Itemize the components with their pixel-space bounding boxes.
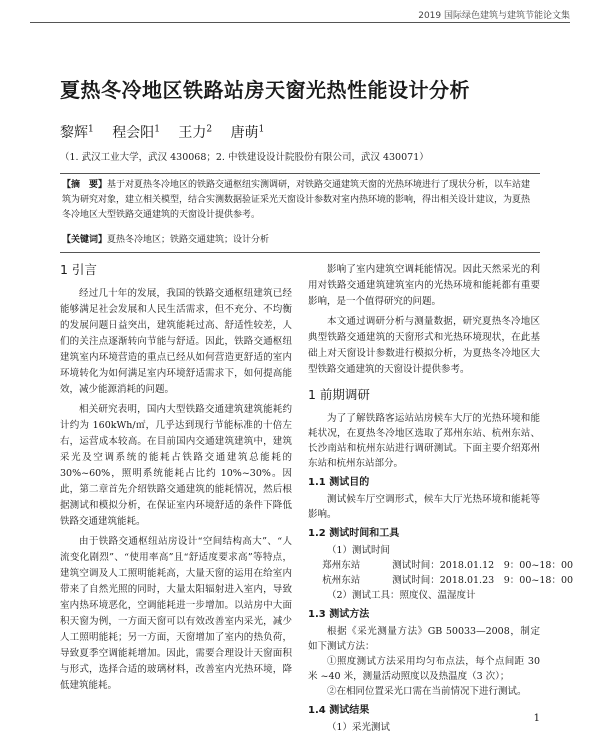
record-row: 杭州东站 测试时间：2018.01.23 9：00~18：00 [322, 575, 574, 586]
author-list [60, 122, 278, 142]
list-item: ②在相同位置采光口需在当前情况下进行测试。 [327, 686, 527, 697]
keywords-label: 【关键词】 [62, 235, 108, 245]
list-item: （1）采光测试 [327, 722, 391, 733]
affiliation: （1. 武汉工业大学，武汉 430068；2. 中铁建设设计院股份有限公司，武汉 430071） [60, 152, 429, 163]
author: 王力$^2$ [178, 124, 213, 141]
record-row: 郑州东站 测试时间：2018.01.12 9：00~18：00 [322, 560, 574, 571]
author: 唐萌$^1$ [230, 124, 265, 141]
subsection-heading: 1.2 测试时间和工具 [308, 528, 400, 539]
paragraph: 影响了室内建筑空调耗能情况。因此天然采光的利用对铁路交通建筑建筑室内的光热环境和能耗都有重要影响，是一个值得研究的问题。 [308, 264, 540, 307]
paragraph: 测试候车厅空调形式，候车大厅光热环境和能耗等影响。 [308, 494, 540, 520]
header-rule [30, 22, 570, 23]
right-column [308, 262, 574, 734]
paragraph: 经过几十年的发展，我国的铁路交通枢纽建筑已经能够满足社会发展和人民生活需求，但不充分、不均衡的发展问题日益突出，建筑能耗过高、舒适性较差，人们的关注点逐渐转向节能与舒适。因此，铁路交通枢纽建筑室内环境营造的重点已经从如何营造更舒适的室内环境转化为如何满足室内环境舒适需求下，如何提高能效，减少能源消耗的问题。 [60, 288, 292, 395]
section-heading: 1 前期调研 [308, 387, 370, 402]
paragraph: 由于铁路交通枢纽站房设计“空间结构高大”、“人流变化剧烈”、“使用率高”且“舒适度要求高”等特点，建筑空调及人工照明能耗高，大量天窗的运用在给室内带来了自然光照的同时，大量太阳辐射进入室内，导致室内热环境恶化，空调能耗进一步增加。以站房中大面积天窗为例，一方面天窗可以有效改善室内采光，减少人工照明能耗；另一方面，天窗增加了室内的热负荷，导致夏季空调能耗增加。因此，需要合理设计天窗面积与形式，选择合适的玻璃材料，改善室内光热环境，降低建筑能耗。 [60, 536, 292, 691]
abstract [62, 178, 538, 223]
subsection-heading: 1.3 测试方法 [308, 609, 370, 620]
running-head: 2019 国际绿色建筑与建筑节能论文集 [418, 11, 570, 21]
left-column [60, 262, 292, 694]
list-item: （1）测试时间 [327, 545, 391, 556]
paragraph: 本文通过调研分析与测量数据，研究夏热冬冷地区典型铁路交通建筑的天窗形式和光热环境现状，在此基础上对天窗设计参数进行模拟分析，为夏热冬冷地区大型铁路交通建筑的天窗设计提供参考。 [308, 316, 540, 375]
section-heading: 1 引言 [60, 262, 97, 277]
paragraph: 相关研究表明，国内大型铁路交通建筑建筑能耗约计约为 160kWh/㎡，几乎达到现行节能标准的十倍左右，运营成本较高。在目前国内交通建筑建筑中，建筑采光及空调系统的能耗占铁路交通建筑总能耗的 30%~60%，照明系统能耗占比约 10%~30%。因此，第二章首先介绍铁路交通建筑的能耗情况，然后根据测试和模拟分析，在保证室内环境舒适的条件下降低铁路交通建筑能耗。 [60, 404, 292, 527]
abstract-text: 基于对夏热冬冷地区的铁路交通枢纽实测调研，对铁路交通建筑天窗的光热环境进行了现状分析，以车站建筑为研究对象，建立相关模型，结合实测数据验证采光天窗设计参数对室内热环境的影响，得出相关设计建议，为夏热冬冷地区大型铁路交通建筑的天窗设计提供参考。 [62, 180, 531, 220]
page-number: 1 [533, 713, 540, 724]
subsection-heading: 1.4 测试结果 [308, 705, 370, 716]
list-item: ①照度测试方法采用均匀布点法，每个点间距 30 米 ~40 米，测量活动照度以及热温度（3 次）； [308, 656, 540, 682]
keywords [62, 233, 538, 248]
list-item: （2）测试工具：照度仪、温湿度计 [327, 590, 476, 601]
paper-title: 夏热冬冷地区铁路站房天窗光热性能设计分析 [60, 78, 470, 102]
paragraph: 根据《采光测量方法》GB 50033—2008，制定如下测试方法： [308, 626, 540, 652]
abstract-rule-top [60, 173, 540, 174]
author: 程会阳$^1$ [112, 124, 160, 141]
keywords-text: 夏热冬冷地区；铁路交通建筑；设计分析 [107, 235, 270, 245]
abstract-label: 【摘 要】 [62, 180, 108, 190]
paragraph: 为了了解铁路客运站站房候车大厅的光热环境和能耗状况，在夏热冬冷地区选取了郑州东站、杭州东站、长沙南站和杭州东站进行调研测试。下面主要介绍郑州东站和杭州东站部分。 [308, 413, 540, 469]
author: 黎辉$^1$ [60, 124, 94, 141]
abstract-rule-bottom [60, 252, 540, 253]
subsection-heading: 1.1 测试目的 [308, 477, 370, 488]
